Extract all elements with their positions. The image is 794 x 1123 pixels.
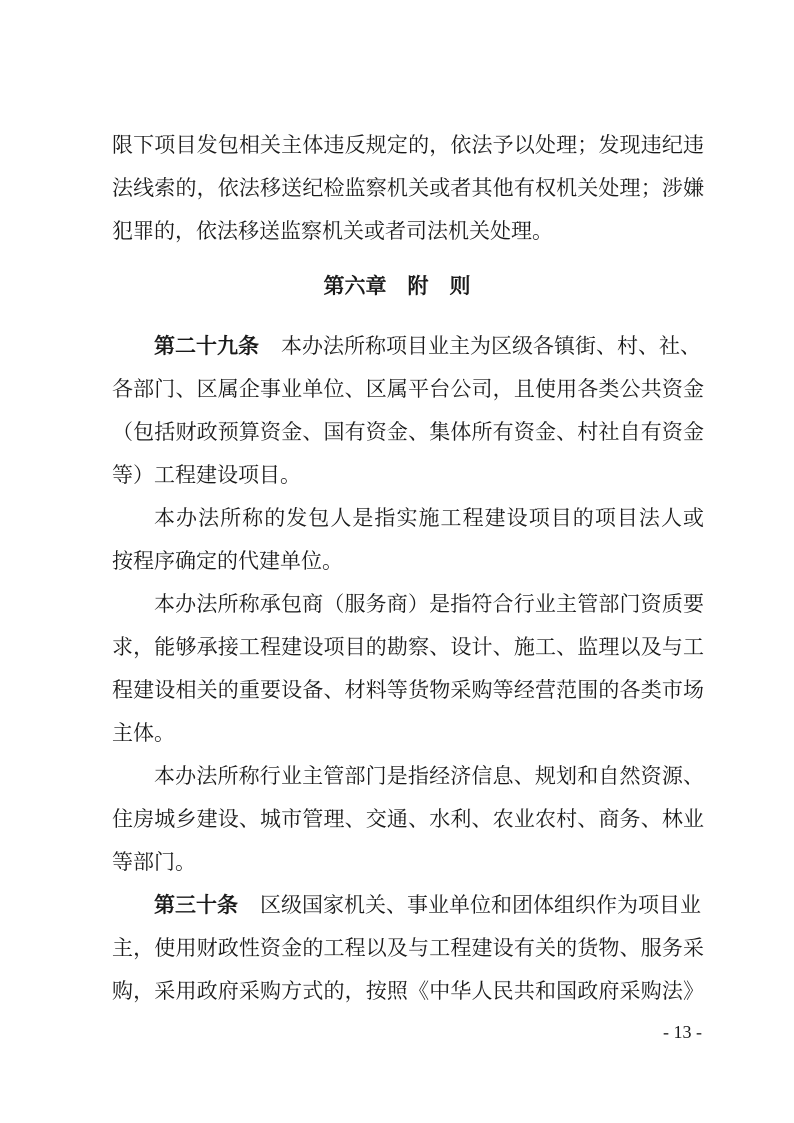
body-text-line: 住房城乡建设、城市管理、交通、水利、农业农村、商务、林业 bbox=[112, 807, 704, 831]
body-text-line: 法线索的，依法移送纪检监察机关或者其他有权机关处理；涉嫌 bbox=[112, 176, 704, 200]
article-number: 第二十九条 bbox=[154, 334, 259, 358]
article-29-first-line bbox=[154, 326, 704, 366]
body-text-line: 按程序确定的代建单位。 bbox=[112, 549, 343, 573]
article-30-first-line bbox=[154, 885, 704, 925]
body-text-line: 主，使用财政性资金的工程以及与工程建设有关的货物、服务采 bbox=[112, 936, 704, 960]
article-text: 本办法所称项目业主为区级各镇街、村、社、 bbox=[281, 334, 701, 358]
body-text-line: 限下项目发包相关主体违反规定的，依法予以处理；发现违纪违 bbox=[112, 133, 704, 157]
paragraph-first-line: 本办法所称的发包人是指实施工程建设项目的项目法人或 bbox=[154, 506, 704, 530]
body-text-line: 犯罪的，依法移送监察机关或者司法机关处理。 bbox=[112, 219, 553, 243]
body-text-line: 各部门、区属企事业单位、区属平台公司，且使用各类公共资金 bbox=[112, 377, 704, 401]
chapter-heading: 第六章 附 则 bbox=[323, 274, 471, 298]
body-text-line: 等部门。 bbox=[112, 850, 196, 874]
body-text-line: 求，能够承接工程建设项目的勘察、设计、施工、监理以及与工 bbox=[112, 635, 704, 659]
paragraph-first-line: 本办法所称承包商（服务商）是指符合行业主管部门资质要 bbox=[154, 592, 704, 616]
page-number: - 13 - bbox=[663, 1022, 702, 1042]
body-text-line: 主体。 bbox=[112, 721, 175, 745]
body-text-line: （包括财政预算资金、国有资金、集体所有资金、村社自有资金 bbox=[112, 420, 704, 444]
body-text-line: 程建设相关的重要设备、材料等货物采购等经营范围的各类市场 bbox=[112, 678, 704, 702]
body-text-line: 购，采用政府采购方式的，按照《中华人民共和国政府采购法》 bbox=[112, 979, 704, 1003]
article-text: 区级国家机关、事业单位和团体组织作为项目业 bbox=[260, 893, 701, 917]
body-text-line: 等）工程建设项目。 bbox=[112, 463, 301, 487]
paragraph-first-line: 本办法所称行业主管部门是指经济信息、规划和自然资源、 bbox=[154, 764, 704, 788]
article-number: 第三十条 bbox=[154, 893, 238, 917]
